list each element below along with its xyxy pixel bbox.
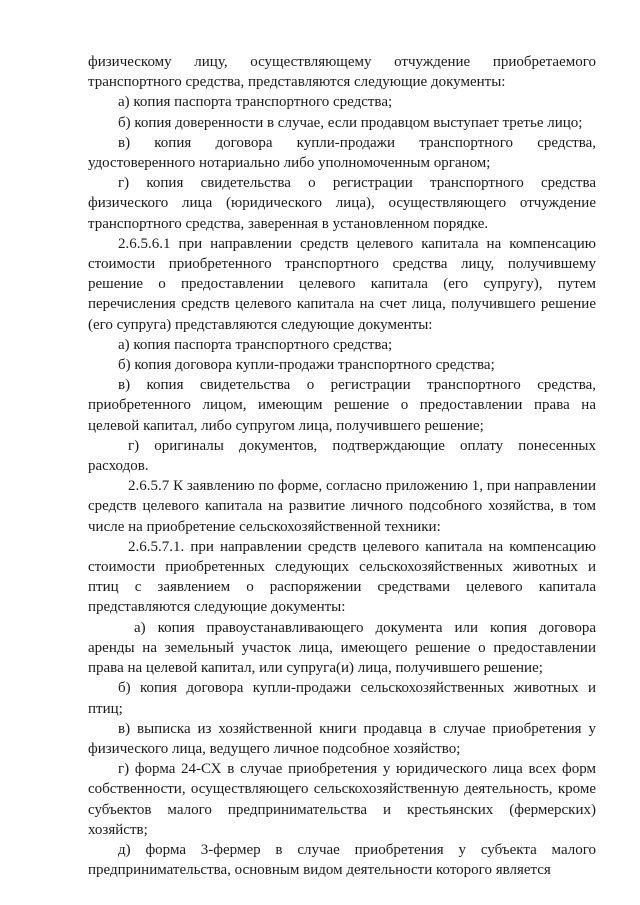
- list-item-a: а) копия паспорта транспортного средства;: [118, 336, 393, 353]
- list-item-a: а) копия правоустанавливающего документа или копия договора аренды на земельный участок лица, имеющего решение о предоставлении права на целевой капитал, или супруга(и) лица, получившего решение;: [88, 619, 596, 677]
- list-item-b: б) копия договора купли-продажи сельскохозяйственных животных и птиц;: [88, 680, 596, 717]
- list-item-b: б) копия договора купли-продажи транспортного средства;: [118, 357, 495, 374]
- list-item-g: г) форма 24-СХ в случае приобретения у юридического лица всех форм собственности, осуществляющего сельскохозяйственную деятельность, кроме субъектов малого предпринимательства и крестьянских (фермерских) хозяйств;: [88, 761, 596, 838]
- list-item-g: г) копия свидетельства о регистрации транспортного средства физического лица (юридического лица), осуществляющего отчуждение транспортного средства, заверенная в установленном порядке.: [88, 175, 596, 232]
- list-item-g: г) оригиналы документов, подтверждающие оплату понесенных расходов.: [88, 437, 596, 475]
- list-item-v: в) копия свидетельства о регистрации транспортного средства, приобретенного лицом, имеющим решение о предоставлении права на целевой капитал, либо супругом лица, получившего решение;: [88, 377, 596, 434]
- clause-2-6-5-7-1: 2.6.5.7.1. при направлении средств целевого капитала на компенсацию стоимости приобретенных следующих сельскохозяйственных животных и птиц с заявлением о распоряжении средствами целевого капитала представляются следующие документы:: [88, 538, 596, 616]
- list-item-d: д) форма 3-фермер в случае приобретения у субъекта малого предпринимательства, основным видом деятельности которого является: [88, 841, 596, 879]
- list-item-v: в) выписка из хозяйственной книги продавца в случае приобретения у физического лица, ведущего личное подсобное хозяйство;: [88, 720, 596, 757]
- paragraph-1: физическому лицу, осуществляющему отчуждение приобретаемого транспортного средства, представляются следующие документы:: [88, 54, 596, 91]
- list-item-a: а) копия паспорта транспортного средства;: [118, 94, 393, 111]
- clause-2-6-5-7: 2.6.5.7 К заявлению по форме, согласно приложению 1, при направлении средств целевого капитала на развитие личного подсобного хозяйства, в том числе на приобретение сельскохозяйственной техники:: [88, 478, 596, 535]
- list-item-v: в) копия договора купли-продажи транспортного средства, удостоверенного нотариально либо уполномоченным органом;: [88, 134, 596, 172]
- list-item-b: б) копия доверенности в случае, если продавцом выступает третье лицо;: [118, 114, 583, 131]
- clause-2-6-5-6-1: 2.6.5.6.1 при направлении средств целевого капитала на компенсацию стоимости приобретенного транспортного средства лицу, получившему решение о предоставлении целевого капитала (его супругу), путем перечисления средств целевого капитала на счет лица, получившего решение (его супруга) представляются следующие документы:: [88, 235, 596, 333]
- document-page: [88, 52, 596, 880]
